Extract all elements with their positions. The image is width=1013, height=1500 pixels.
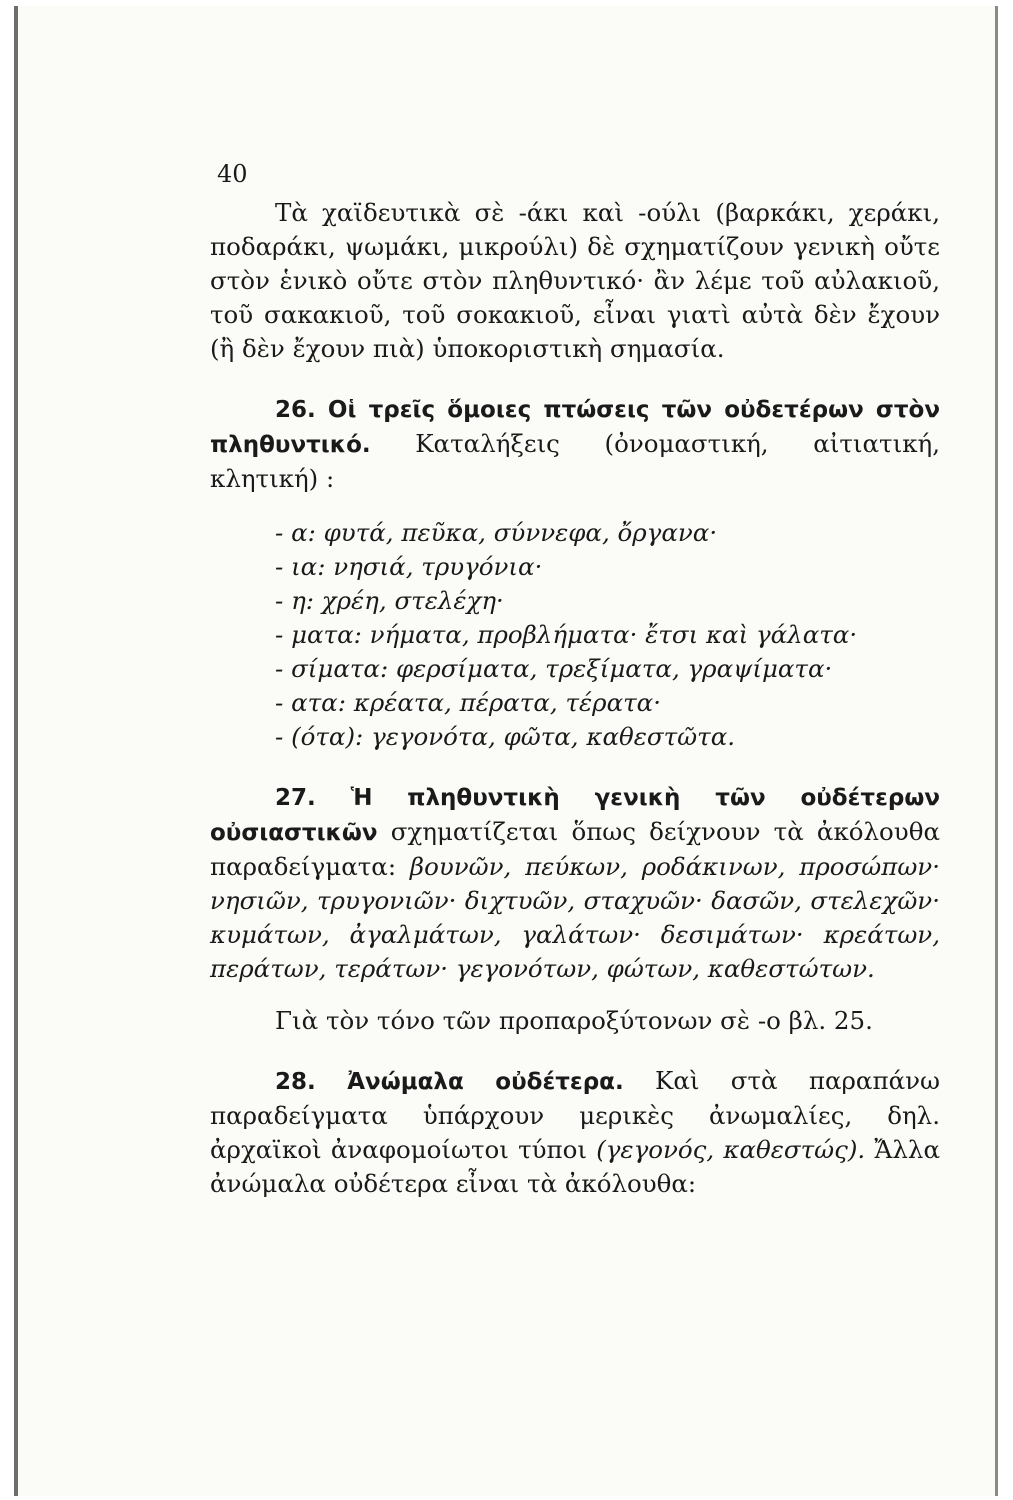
list-item: - η: χρέη, στελέχη· [275,586,504,615]
plural-endings-list [210,516,940,754]
section-28-text-1: Καὶ στὰ παραπάνω παραδείγματα ὑπάρχουν μερικὲς ἀνωμαλίες, δηλ. ἀρχαϊκοὶ ἀναφομοίωτοι τύποι [210,1066,940,1164]
section-28-heading: 28. Ἀνώμαλα οὐδέτερα. [275,1069,624,1095]
list-item: - ια: νησιά, τρυγόνια· [275,552,543,581]
section-28-text-2: Ἄλλα ἀνώμαλα οὐδέτερα εἶναι τὰ ἀκόλουθα: [210,1135,940,1198]
list-item: - σίματα: φερσίματα, τρεξίματα, γραψίματα· [275,654,833,683]
section-26-text: Καταλήξεις (ὀνομαστική, αἰτιατική, κλητική) : [210,429,940,493]
section-27-heading: 27. Ἡ πληθυντικὴ γενικὴ τῶν οὐδέτερων οὐσιαστικῶν [210,785,940,846]
book-page [14,6,998,1496]
section-28 [210,1064,940,1201]
list-item: - ατα: κρέατα, πέρατα, τέρατα· [275,688,661,717]
paragraph-diminutives: Τὰ χαϊδευτικὰ σὲ -άκι καὶ -ούλι (βαρκάκι, χεράκι, ποδαράκι, ψωμάκι, μικρούλι) δὲ σχηματίζουν γενικὴ οὔτε στὸν ἑνικὸ οὔτε στὸν πληθυντικό· ἂν λέμε τοῦ αὐλακιοῦ, τοῦ σακακιοῦ, τοῦ σοκακιοῦ, εἶναι γιατὶ αὐτὰ δὲν ἔχουν (ἢ δὲν ἔχουν πιὰ) ὑποκοριστικὴ σημασία. [210,198,940,363]
accent-note: Γιὰ τὸν τόνο τῶν προπαροξύτονων σὲ -ο βλ. 25. [275,1006,873,1035]
section-27-examples: βουνῶν, πεύκων, ροδάκινων, προσώπων· νησιῶν, τρυγονιῶν· διχτυῶν, σταχυῶν· δασῶν, στελεχῶν· κυμάτων, ἀγαλμάτων, γαλάτων· δεσιμάτων· κρεάτων, περάτων, τεράτων· γεγονότων, φώτων, καθεστώτων. [210,852,940,983]
section-26-heading: 26. Οἱ τρεῖς ὅμοιες πτώσεις τῶν οὐδετέρων στὸν πληθυντικό. [210,397,940,458]
section-27-text: σχηματίζεται ὅπως δείχνουν τὰ ἀκόλουθα παραδείγματα: [210,817,940,881]
page-body [210,196,940,1201]
list-item: - ματα: νήματα, προβλήματα· ἔτσι καὶ γάλατα· [275,620,858,649]
page-number: 40 [217,160,248,188]
section-26 [210,392,940,496]
list-item: - (ότα): γεγονότα, φῶτα, καθεστῶτα. [275,722,736,751]
section-27 [210,780,940,986]
list-item: - α: φυτά, πεῦκα, σύννεφα, ὄργανα· [275,518,718,547]
section-28-archaic: (γεγονός, καθεστώς). [596,1135,866,1164]
